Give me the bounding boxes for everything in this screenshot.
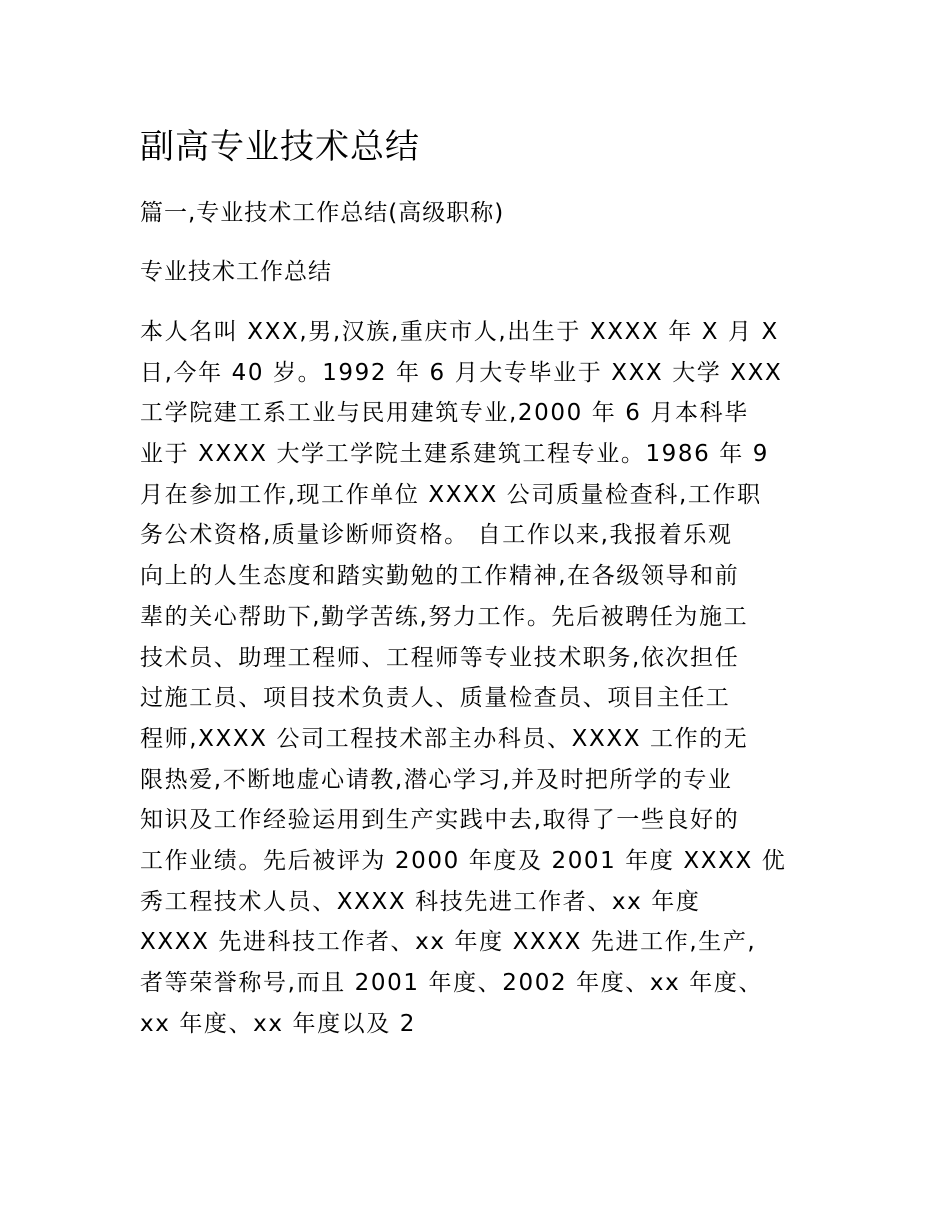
body-line: 工作业绩。先后被评为 2000 年度及 2001 年度 XXXX 优 bbox=[140, 847, 787, 874]
body-line: 月在参加工作,现工作单位 XXXX 公司质量检查科,工作职 bbox=[140, 481, 762, 508]
body-line: 日,今年 40 岁。1992 年 6 月大专毕业于 XXX 大学 XXX bbox=[140, 359, 783, 386]
body-paragraph bbox=[140, 312, 830, 1044]
body-line: 程师,XXXX 公司工程技术部主办科员、XXXX 工作的无 bbox=[140, 725, 749, 752]
body-line: 者等荣誉称号,而且 2001 年度、2002 年度、xx 年度、 bbox=[140, 970, 764, 996]
body-line: 限热爱,不断地虚心请教,潜心学习,并及时把所学的专业 bbox=[140, 766, 733, 793]
document-subtitle: 篇一,专业技术工作总结(高级职称) bbox=[140, 200, 505, 226]
body-line: 过施工员、项目技术负责人、质量检查员、项目主任工 bbox=[140, 685, 731, 712]
body-line: 业于 XXXX 大学工学院土建系建筑工程专业。1986 年 9 bbox=[140, 441, 770, 468]
body-line: 辈的关心帮助下,勤学苦练,努力工作。先后被聘任为施工 bbox=[140, 603, 749, 630]
document-title: 副高专业技术总结 bbox=[140, 127, 420, 167]
body-line: 向上的人生态度和踏实勤勉的工作精神,在各级领导和前 bbox=[140, 563, 740, 590]
body-line: 本人名叫 XXX,男,汉族,重庆市人,出生于 XXXX 年 X 月 X bbox=[140, 319, 779, 345]
body-line: 务公术资格,质量诊断师资格。 自工作以来,我报着乐观 bbox=[140, 522, 733, 549]
body-line: XXXX 先进科技工作者、xx 年度 XXXX 先进工作,生产, bbox=[140, 929, 757, 956]
body-line: xx 年度、xx 年度以及 2 bbox=[140, 1010, 417, 1037]
section-heading: 专业技术工作总结 bbox=[140, 259, 332, 285]
body-line: 工学院建工系工业与民用建筑专业,2000 年 6 月本科毕 bbox=[140, 400, 749, 427]
body-line: 秀工程技术人员、XXXX 科技先进工作者、xx 年度 bbox=[140, 888, 701, 915]
body-line: 知识及工作经验运用到生产实践中去,取得了一些良好的 bbox=[140, 807, 740, 834]
body-line: 技术员、助理工程师、工程师等专业技术职务,依次担任 bbox=[140, 644, 740, 671]
